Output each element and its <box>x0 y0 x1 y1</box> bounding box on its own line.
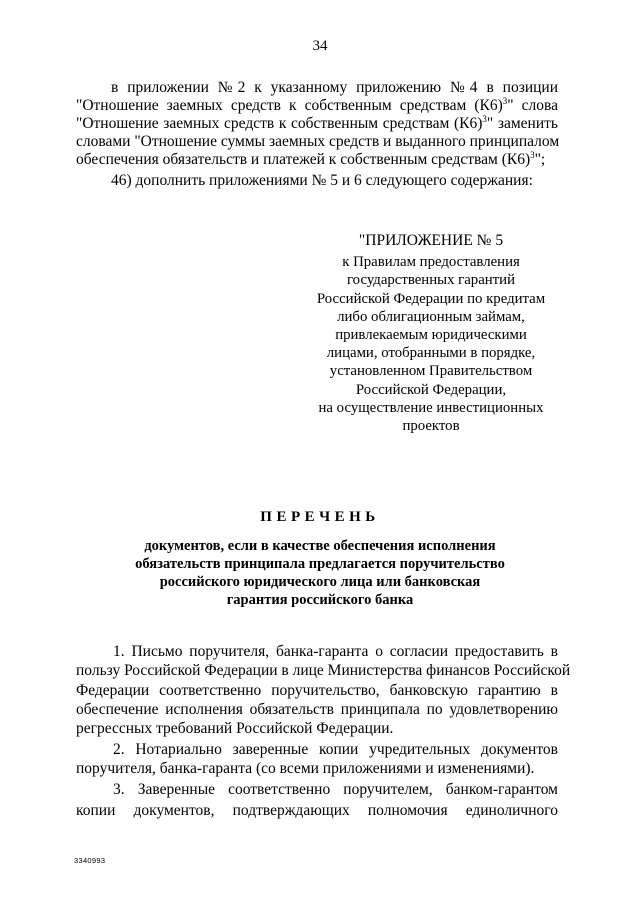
intro-line-6: 46) дополнить приложениями № 5 и 6 следующего содержания: <box>111 172 533 189</box>
item-1-line-3: Федерации соответственно поручительство, банковскую гарантию в <box>76 682 558 699</box>
subtitle-line: российского юридического лица или банковская <box>159 574 481 590</box>
list-subtitle <box>0 537 640 609</box>
intro-line-2 <box>76 97 558 115</box>
appendix-line: к Правилам предоставления <box>342 254 520 271</box>
intro-line-4: словами "Отношение суммы заемных средств и выданного принципалом <box>76 133 560 150</box>
intro-line-5-end: "; <box>534 151 546 168</box>
appendix-line: привлекаемым юридическими <box>335 327 527 344</box>
footnote-ref: 3 <box>530 149 535 160</box>
item-1-line-4: обеспечение исполнения обязательств принципала по удовлетворению <box>76 701 558 718</box>
document-id: 3340993 <box>74 856 106 865</box>
intro-line-3-text: "Отношение заемных средств к собственным средствам (К6) <box>76 115 483 132</box>
subtitle-line: обязательств принципала предлагается поручительство <box>135 556 505 572</box>
appendix-header: "ПРИЛОЖЕНИЕ № 5 <box>358 232 504 249</box>
item-3-line-2: копии документов, подтверждающих полномочия единоличного <box>76 802 558 819</box>
appendix-line: установленном Правительством <box>329 363 533 380</box>
appendix-block <box>300 232 562 435</box>
item-3-line-1: 3. Заверенные соответственно поручителем, банком-гарантом <box>113 781 558 798</box>
subtitle-line: гарантия российского банка <box>226 592 414 608</box>
intro-line-5 <box>76 151 545 169</box>
intro-line-3-end: " заменить <box>486 115 558 132</box>
item-1-line-1: 1. Письмо поручителя, банка-гаранта о согласии предоставить в <box>113 643 558 660</box>
appendix-line: государственных гарантий <box>346 272 515 289</box>
footnote-ref: 3 <box>502 95 508 106</box>
appendix-line: Российской Федерации, <box>355 381 507 398</box>
intro-line-1: в приложении №2 к указанному приложению №4 в позиции <box>111 79 558 96</box>
intro-line-2-end: " слова <box>507 97 558 114</box>
intro-line-5-text: обеспечения обязательств и платежей к собственным средствам (К6) <box>76 151 531 168</box>
footnote-ref: 3 <box>482 113 487 124</box>
appendix-line: либо облигационным займам, <box>337 308 525 325</box>
item-1-line-2: пользу Российской Федерации в лице Министерства финансов Российской <box>76 662 571 679</box>
list-title: ПЕРЕЧЕНЬ <box>260 509 380 525</box>
item-2-line-2: поручителя, банка-гаранта (со всеми приложениями и изменениями). <box>76 760 535 777</box>
item-1-line-5: регрессных требований Российской Федерации. <box>76 720 394 737</box>
intro-line-3 <box>76 115 558 133</box>
appendix-line: проектов <box>402 418 460 435</box>
intro-line-2-text: "Отношение заемных средств к собственным средствам (К6) <box>76 97 503 114</box>
page-number: 34 <box>312 38 328 54</box>
subtitle-line: документов, если в качестве обеспечения исполнения <box>144 538 496 554</box>
appendix-line: лицами, отобранными в порядке, <box>326 345 536 362</box>
item-2-line-1: 2. Нотариально заверенные копии учредительных документов <box>113 741 558 758</box>
appendix-line: на осуществление инвестиционных <box>318 399 544 416</box>
appendix-line: Российской Федерации по кредитам <box>316 290 546 307</box>
